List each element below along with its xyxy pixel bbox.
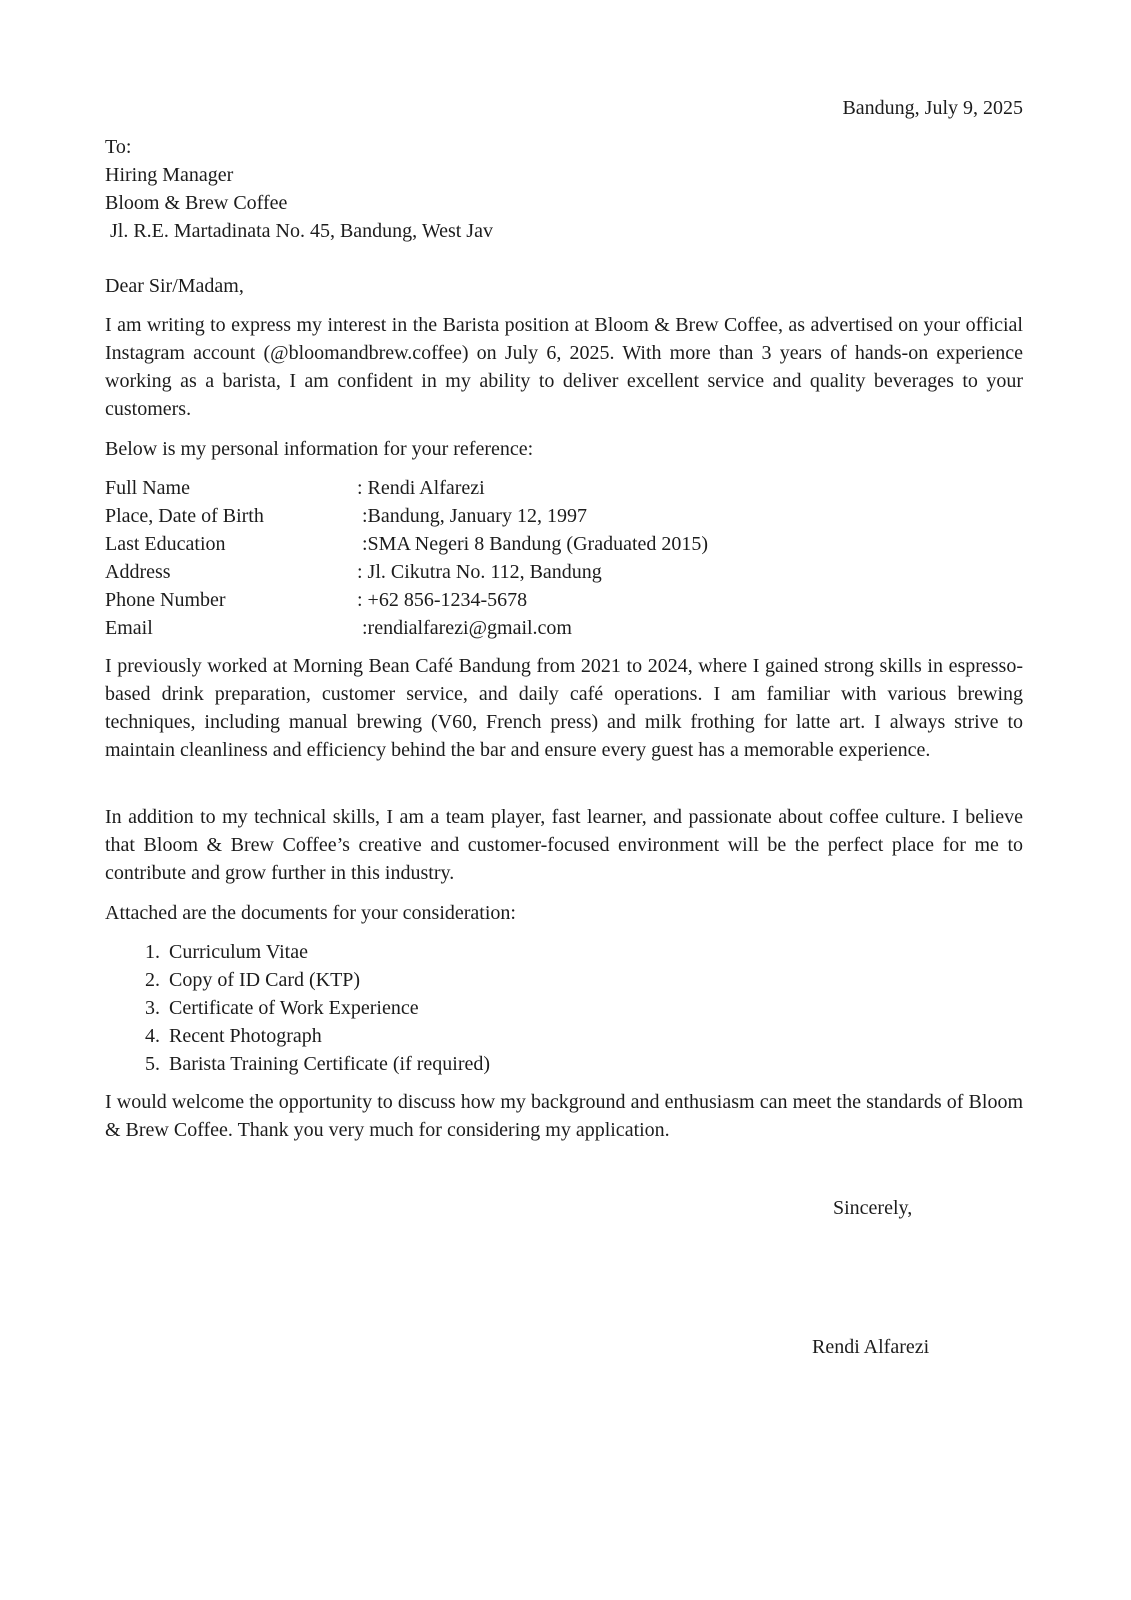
info-row-address (105, 558, 865, 586)
list-item-text: Copy of ID Card (KTP) (169, 969, 361, 991)
signature-name: Rendi Alfarezi (812, 1336, 930, 1358)
list-item-number: 2. (145, 969, 160, 991)
list-item-number: 5. (145, 1053, 160, 1075)
info-value: :rendialfarezi@gmail.com (362, 617, 572, 639)
info-value: : Jl. Cikutra No. 112, Bandung (357, 561, 602, 583)
list-item-text: Recent Photograph (169, 1025, 322, 1047)
closing-sincerely: Sincerely, (833, 1197, 913, 1219)
info-value: :SMA Negeri 8 Bandung (Graduated 2015) (362, 533, 709, 555)
info-row-birth (105, 502, 865, 530)
info-row-full-name (105, 474, 865, 502)
info-label: Email (105, 617, 153, 639)
list-item-text: Curriculum Vitae (169, 941, 308, 963)
info-value: : Rendi Alfarezi (357, 477, 485, 499)
list-item-number: 3. (145, 997, 160, 1019)
list-item-number: 1. (145, 941, 160, 963)
list-item-text: Certificate of Work Experience (169, 997, 419, 1019)
info-row-email (105, 614, 865, 642)
list-item-text: Barista Training Certificate (if required) (169, 1053, 491, 1075)
personal-info-table (105, 474, 865, 642)
list-item (145, 1050, 490, 1078)
info-label: Place, Date of Birth (105, 505, 264, 527)
info-row-phone (105, 586, 865, 614)
place-date: Bandung, July 9, 2025 (842, 97, 1023, 119)
info-intro: Below is my personal information for your reference: (105, 438, 534, 460)
info-value: :Bandung, January 12, 1997 (362, 505, 587, 527)
recipient-block (105, 133, 493, 245)
paragraph-intro: I am writing to express my interest in the Barista position at Bloom & Brew Coffee, as advertised on your official Instagram account (@bloomandbrew.coffee) on July 6, 2025. With more than 3 years of hands-on experience working as a barista, I am confident in my ability to deliver excellent service and quality beverages to your customers. (105, 314, 1023, 420)
paragraph-skills: In addition to my technical skills, I am a team player, fast learner, and passionate about coffee culture. I believe that Bloom & Brew Coffee’s creative and customer-focused environment will be the perfect place for me to contribute and grow further in this industry. (105, 806, 1023, 884)
attachments-intro: Attached are the documents for your consideration: (105, 902, 516, 924)
recipient-address: Jl. R.E. Martadinata No. 45, Bandung, West Jav (110, 220, 493, 242)
info-value: : +62 856-1234-5678 (357, 589, 528, 611)
recipient-to-label: To: (105, 136, 132, 158)
salutation: Dear Sir/Madam, (105, 275, 244, 297)
attachments-list (145, 938, 490, 1078)
paragraph-experience: I previously worked at Morning Bean Café Bandung from 2021 to 2024, where I gained strong skills in espresso-based drink preparation, customer service, and daily café operations. I am familiar with various brewing techniques, including manual brewing (V60, French press) and milk frothing for latte art. I always strive to maintain cleanliness and efficiency behind the bar and ensure every guest has a memorable experience. (105, 655, 1023, 761)
list-item (145, 938, 490, 966)
recipient-title: Hiring Manager (105, 164, 234, 186)
info-label: Phone Number (105, 589, 226, 611)
list-item (145, 994, 490, 1022)
list-item-number: 4. (145, 1025, 160, 1047)
list-item (145, 966, 490, 994)
list-item (145, 1022, 490, 1050)
paragraph-closing: I would welcome the opportunity to discuss how my background and enthusiasm can meet the standards of Bloom & Brew Coffee. Thank you very much for considering my application. (105, 1091, 1023, 1141)
info-label: Full Name (105, 477, 190, 499)
info-label: Last Education (105, 533, 226, 555)
recipient-company: Bloom & Brew Coffee (105, 192, 288, 214)
info-label: Address (105, 561, 171, 583)
info-row-education (105, 530, 865, 558)
